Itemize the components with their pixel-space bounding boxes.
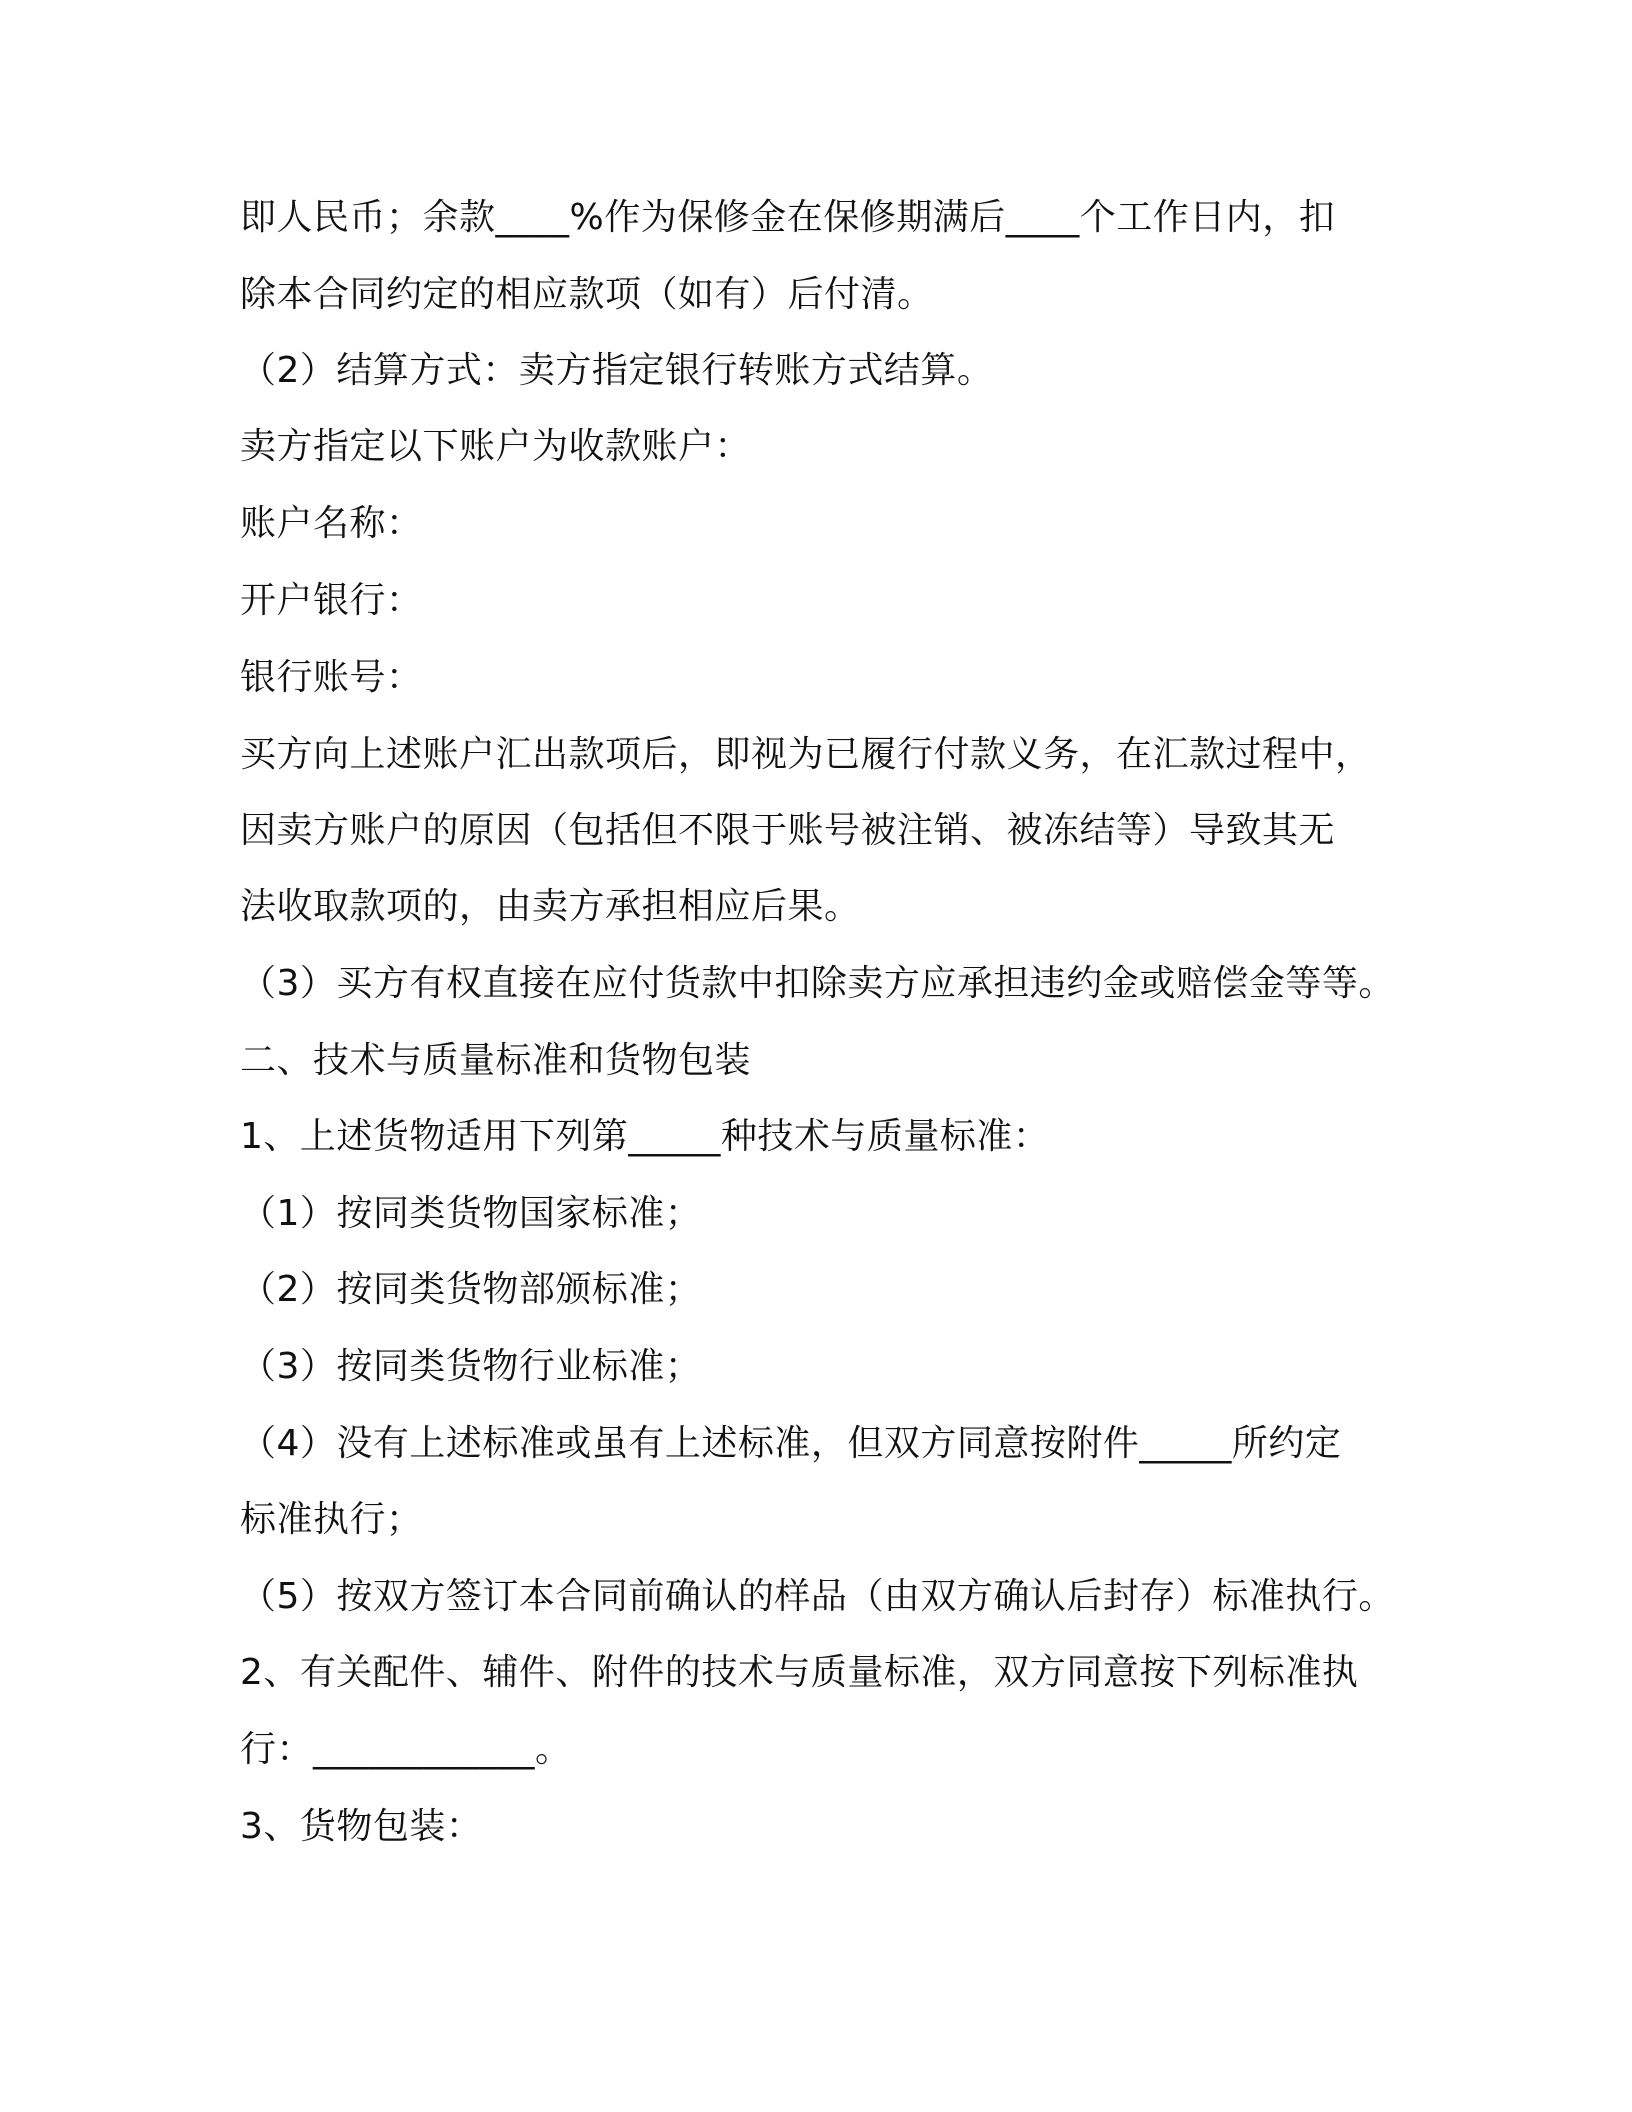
- section-heading: 二、技术与质量标准和货物包装: [240, 1040, 752, 1081]
- text-line: 即人民币；余款____%作为保修金在保修期满后____个工作日内，扣: [240, 197, 1336, 238]
- text-line: （3）买方有权直接在应付货款中扣除卖方应承担违约金或赔偿金等等。: [240, 963, 1395, 1004]
- text-line: 1、上述货物适用下列第_____种技术与质量标准：: [240, 1116, 1050, 1157]
- text-line: （1）按同类货物国家标准；: [240, 1193, 702, 1234]
- text-line: 行：____________。: [240, 1729, 572, 1770]
- text-line: （2）按同类货物部颁标准；: [240, 1269, 702, 1310]
- text-line: 账户名称：: [240, 503, 423, 544]
- text-line: （3）按同类货物行业标准；: [240, 1346, 702, 1387]
- text-line: （5）按双方签订本合同前确认的样品（由双方确认后封存）标准执行。: [240, 1576, 1395, 1617]
- text-line: （4）没有上述标准或虽有上述标准，但双方同意按附件_____所约定: [240, 1423, 1342, 1464]
- text-line: 标准执行；: [240, 1499, 423, 1540]
- text-line: 2、有关配件、辅件、附件的技术与质量标准，双方同意按下列标准执: [240, 1652, 1359, 1693]
- text-line: 银行账号：: [240, 657, 423, 698]
- text-line: 法收取款项的，由卖方承担相应后果。: [240, 886, 861, 927]
- text-line: 除本合同约定的相应款项（如有）后付清。: [240, 274, 934, 315]
- text-line: 买方向上述账户汇出款项后，即视为已履行付款义务，在汇款过程中，: [240, 734, 1372, 775]
- text-line: 卖方指定以下账户为收款账户：: [240, 426, 752, 467]
- text-line: （2）结算方式：卖方指定银行转账方式结算。: [240, 350, 994, 391]
- text-line: 3、货物包装：: [240, 1806, 483, 1847]
- text-line: 因卖方账户的原因（包括但不限于账号被注销、被冻结等）导致其无: [240, 810, 1336, 851]
- text-line: 开户银行：: [240, 580, 423, 621]
